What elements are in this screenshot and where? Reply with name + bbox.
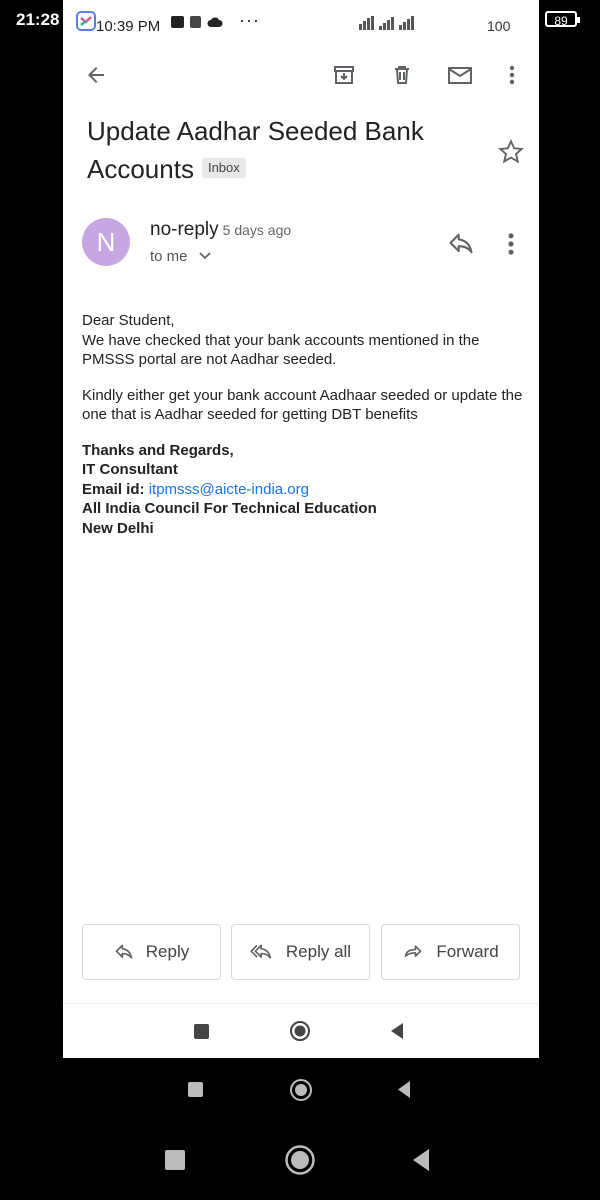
arrow-back-icon <box>84 63 108 87</box>
home-icon[interactable] <box>289 1078 313 1102</box>
message-icon <box>190 16 201 28</box>
signature-city: New Delhi <box>82 519 154 537</box>
reply-all-button[interactable] <box>231 924 370 980</box>
home-icon[interactable] <box>289 1020 311 1042</box>
reply-icon <box>114 942 134 962</box>
body-greeting: Dear Student, <box>82 312 175 329</box>
signal-strength-icon <box>379 17 394 30</box>
recents-icon[interactable] <box>188 1082 203 1097</box>
more-vert-icon[interactable] <box>499 230 523 258</box>
subject-text: Update Aadhar Seeded Bank Accounts <box>87 116 424 184</box>
back-button[interactable] <box>79 58 113 92</box>
more-notifications-icon: ··· <box>239 10 260 30</box>
email-actions <box>82 924 522 982</box>
forward-button[interactable] <box>381 924 520 980</box>
signature-email-line <box>82 480 527 500</box>
reply-all-button-label: Reply all <box>285 942 352 961</box>
inner-status-time: 10:39 PM <box>96 18 161 35</box>
signal-icons <box>359 16 414 30</box>
app-logo-icon <box>75 10 97 32</box>
sender-name: no-reply <box>150 219 219 240</box>
reply-all-icon <box>250 942 274 962</box>
youtube-icon <box>171 16 184 28</box>
reply-button[interactable] <box>82 924 221 980</box>
more-vert-icon <box>508 63 516 87</box>
recipient-details[interactable] <box>150 248 212 265</box>
signature-thanks: Thanks and Regards, <box>82 441 234 459</box>
sender-line <box>150 219 291 241</box>
email-toolbar <box>63 50 539 98</box>
email-body <box>82 311 527 538</box>
delete-button[interactable] <box>385 58 419 92</box>
reply-button-label: Reply <box>145 942 190 961</box>
back-nav-icon[interactable] <box>396 1080 412 1099</box>
archive-button[interactable] <box>327 58 361 92</box>
chevron-down-icon <box>198 251 212 261</box>
inner-battery-level: 100 <box>487 18 511 34</box>
outer-status-time: 21:28 <box>16 10 60 29</box>
notification-icons <box>171 16 223 28</box>
outer-navigation-bar <box>0 1060 600 1120</box>
inbox-label-badge[interactable]: Inbox <box>202 158 246 178</box>
outer-battery-indicator: 89 <box>545 11 577 27</box>
archive-icon <box>332 63 356 87</box>
email-subject <box>87 112 487 188</box>
inner-navigation-bar <box>63 1003 539 1058</box>
more-options-button[interactable] <box>495 58 529 92</box>
forward-button-label: Forward <box>436 942 499 961</box>
delete-icon <box>390 63 414 87</box>
recents-icon[interactable] <box>194 1024 209 1039</box>
back-nav-icon[interactable] <box>411 1148 431 1172</box>
signature-org: All India Council For Technical Education <box>82 500 377 517</box>
email-screen <box>63 0 539 1058</box>
reply-icon[interactable] <box>447 230 475 258</box>
star-icon[interactable] <box>497 138 525 166</box>
recents-icon[interactable] <box>165 1150 185 1170</box>
recipient-text: to me <box>150 248 188 265</box>
sender-avatar[interactable]: N <box>82 218 130 266</box>
signal-strength-icon <box>399 16 414 30</box>
body-paragraph-2: Kindly either get your bank account Aadhaar seeded or update the one that is Aadhar seeded for getting DBT benefits <box>82 386 523 423</box>
home-icon[interactable] <box>284 1144 316 1176</box>
signature-email-label: Email id: <box>82 480 145 498</box>
signature-email-link[interactable]: itpmsss@aicte-india.org <box>148 480 309 498</box>
back-nav-icon[interactable] <box>389 1022 405 1040</box>
email-signature <box>82 441 527 539</box>
mail-icon <box>447 63 473 87</box>
signature-title: IT Consultant <box>82 461 178 478</box>
mark-unread-button[interactable] <box>443 58 477 92</box>
received-time: 5 days ago <box>222 222 292 238</box>
inner-status-bar <box>63 0 539 46</box>
signal-strength-icon <box>359 16 374 30</box>
device-navigation-bar <box>0 1130 600 1190</box>
cloud-icon <box>207 16 223 28</box>
forward-icon <box>402 942 424 962</box>
body-paragraph-1: We have checked that your bank accounts mentioned in the PMSSS portal are not Aadhar seeded. <box>82 331 480 368</box>
